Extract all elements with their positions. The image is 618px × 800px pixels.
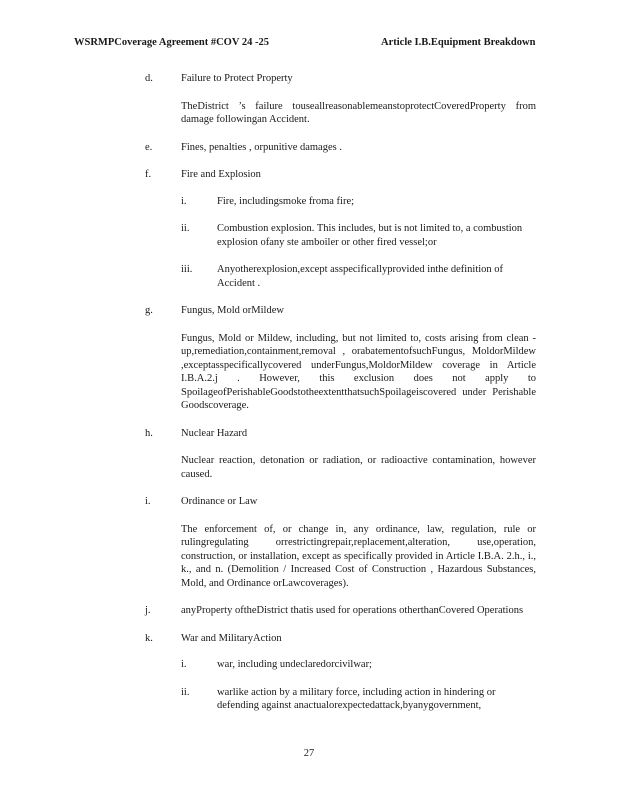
item-title: Failure to Protect Property (181, 73, 293, 84)
sub-item-number: i. (181, 659, 187, 670)
sub-item-number: iii. (181, 264, 193, 275)
item-text: Fungus, Mold or Mildew, including, but not limited to, costs arising from clean -up,remediation,containment,removal , orabatementofsuchFungus, MoldorMildew ,exceptasspecificallycovered underFungus,MoldorMildew coverage in Article I.B.A.2.j . However, this exclusion does not apply to SpoilageofPerishableGoodstotheextentthatsuchSpoilageiscovered under Perishable Goodscoverage. (181, 332, 536, 411)
exclusion-item-g (0, 304, 618, 413)
exclusion-item-j (0, 604, 618, 618)
header-article-title: Article I.B.Equipment Breakdown (381, 37, 536, 48)
item-title: Ordinance or Law (181, 496, 258, 507)
item-text: The enforcement of, or change in, any ordinance, law, regulation, rule or rulingregulating orrestrictingrepair,replacement,alteration, use,operation, construction, or installation, except as specifically provided in Article I.B.A. 2.h., i., k., and n. (Demolition / Increased Cost of Construction , Hazardous Substances, Mold, and Ordinance orLawcoverages). (181, 523, 536, 589)
header-document-title: WSRMPCoverage Agreement #COV 24 -25 (74, 37, 269, 48)
sub-item-text: Fire, includingsmoke froma fire; (217, 195, 355, 207)
page-header (0, 37, 618, 51)
sub-item (181, 658, 536, 672)
item-title: Nuclear Hazard (181, 427, 248, 439)
exclusion-item-k (0, 632, 618, 713)
exclusion-item-h (0, 427, 618, 482)
item-title: anyProperty oftheDistrict thatis used for operations otherthanCovered Operations (181, 605, 524, 616)
item-letter: g. (145, 305, 153, 316)
item-title: Fire and Explosion (181, 169, 261, 180)
sub-item-text: warlike action by a military force, including action in hindering or defending against anactualorexpectedattack,byanygovernment, (217, 686, 496, 711)
exclusion-item-f (0, 168, 618, 290)
exclusion-item-i (0, 495, 618, 590)
sub-list (181, 658, 536, 713)
sub-item-text: Anyotherexplosion,except asspecificallyprovided inthe definition of Accident . (217, 264, 504, 289)
sub-item-number: i. (181, 195, 187, 207)
sub-item-text: war, including undeclaredorcivilwar; (217, 659, 372, 670)
page-number: 27 (303, 748, 315, 759)
sub-item-number: ii. (181, 686, 190, 698)
item-letter: e. (145, 141, 153, 153)
item-text: TheDistrict ’s failure touseallreasonablemeanstoprotectCoveredProperty from damage followingan Accident. (181, 100, 536, 125)
item-letter: d. (145, 73, 153, 84)
item-title: Fines, penalties , orpunitive damages . (181, 141, 342, 153)
sub-item (181, 263, 536, 290)
exclusion-item-e (0, 141, 618, 155)
sub-list (181, 195, 536, 291)
sub-item (181, 686, 536, 713)
sub-item-number: ii. (181, 223, 190, 234)
item-letter: i. (145, 496, 151, 507)
sub-item (181, 195, 536, 209)
item-title: Fungus, Mold orMildew (181, 305, 284, 316)
item-text: Nuclear reaction, detonation or radiation, or radioactive contamination, however caused. (181, 455, 536, 480)
item-letter: j. (145, 605, 151, 616)
sub-item-text: Combustion explosion. This includes, but is not limited to, a combustion explosion ofany ste amboiler or other fired vessel;or (217, 223, 523, 248)
item-letter: h. (145, 427, 153, 439)
sub-item (181, 222, 536, 249)
item-letter: f. (145, 169, 152, 180)
exclusion-item-d (0, 72, 618, 127)
item-letter: k. (145, 632, 153, 644)
exclusions-list (0, 72, 618, 727)
item-title: War and MilitaryAction (181, 632, 282, 644)
